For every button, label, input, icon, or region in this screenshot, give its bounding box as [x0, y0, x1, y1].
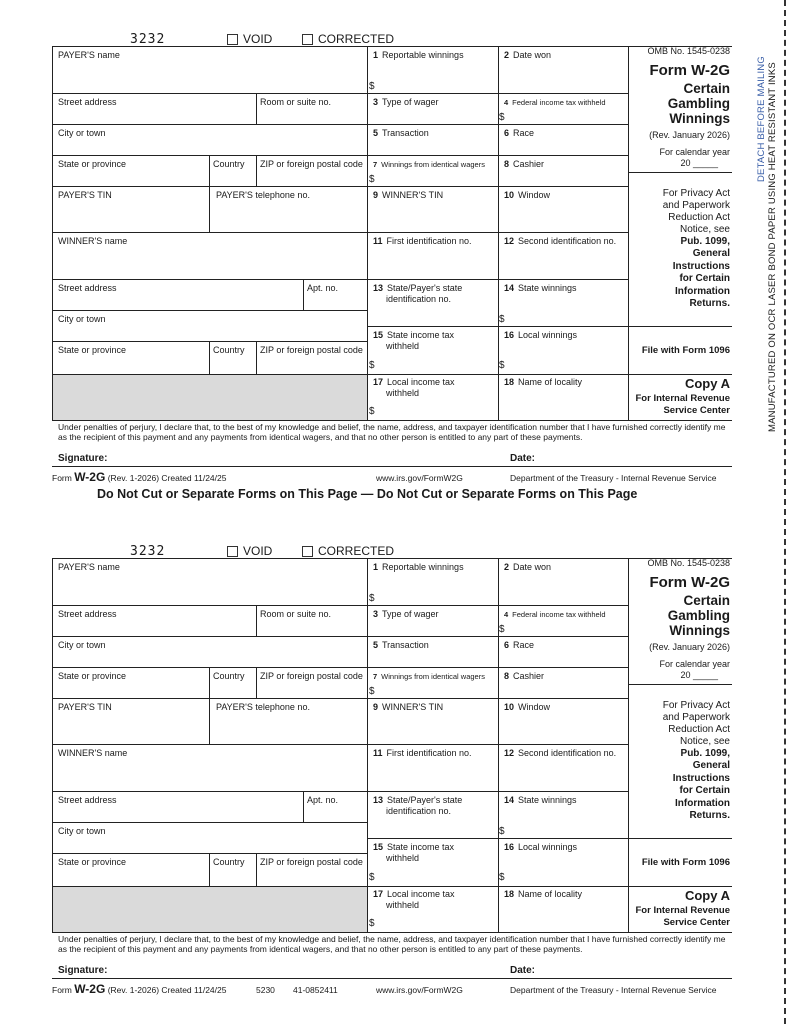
privacy-pub-line: Pub. 1099,	[680, 748, 730, 759]
form-title	[630, 575, 730, 591]
dollar-sign: $	[499, 112, 505, 123]
box-1-reportable-winnings[interactable]: 1 Reportable winnings	[373, 562, 464, 572]
dollar-sign: $	[369, 686, 375, 697]
signature-field[interactable]: Signature:	[58, 965, 108, 976]
void-checkbox[interactable]	[227, 546, 238, 557]
winner-name-field[interactable]: WINNER'S name	[58, 236, 128, 246]
box-8-cashier[interactable]: 8 Cashier	[504, 159, 545, 169]
detach-before-mailing: DETACH BEFORE MAILING	[756, 56, 767, 182]
payer-phone-field[interactable]: PAYER'S telephone no.	[216, 190, 310, 200]
footer-url[interactable]: www.irs.gov/FormW2G	[376, 473, 463, 483]
winner-city-field[interactable]: City or town	[58, 826, 106, 836]
box-17-local-tax[interactable]: 17 Local income tax	[373, 377, 455, 387]
box-15-label-line2: withheld	[386, 853, 420, 863]
box-10-window[interactable]: 10 Window	[504, 190, 551, 200]
payer-zip-field[interactable]: ZIP or foreign postal code	[260, 159, 363, 169]
privacy-line: Reduction Act	[668, 212, 730, 223]
title-line-1: Certain	[683, 593, 730, 608]
form-copy-top	[0, 0, 791, 500]
box-3-type-of-wager[interactable]: 3 Type of wager	[373, 609, 439, 619]
detach-cut-line	[784, 0, 786, 1024]
box-4-federal-tax[interactable]: 4 Federal income tax withheld	[504, 610, 606, 619]
box-9-winner-tin[interactable]: 9 WINNER'S TIN	[373, 702, 444, 712]
form-id-number: 3232	[130, 32, 166, 47]
payer-name-field[interactable]: PAYER'S name	[58, 562, 120, 572]
form-copy-bottom	[0, 512, 791, 1012]
footer-dept: Department of the Treasury - Internal Revenue Service	[510, 473, 717, 483]
footer-url[interactable]: www.irs.gov/FormW2G	[376, 985, 463, 995]
winner-city-field[interactable]: City or town	[58, 314, 106, 324]
omb-number: OMB No. 1545-0238	[647, 46, 730, 56]
form-prefix: Form	[649, 62, 687, 79]
footer-cat-number: 5230	[256, 985, 275, 995]
payer-city-field[interactable]: City or town	[58, 128, 106, 138]
form-name: W-2G	[691, 62, 730, 79]
dollar-sign: $	[369, 918, 375, 929]
date-field[interactable]: Date:	[510, 965, 536, 976]
box-15-state-tax[interactable]: 15 State income tax	[373, 842, 455, 852]
dollar-sign: $	[369, 360, 375, 371]
dollar-sign: $	[499, 360, 505, 371]
form-title	[630, 63, 730, 79]
privacy-pub-line: Returns.	[689, 810, 730, 821]
box-2-date-won[interactable]: 2 Date won	[504, 50, 552, 60]
copy-a-title: Copy A	[684, 376, 730, 391]
box-18-locality[interactable]: 18 Name of locality	[504, 377, 583, 387]
form-id-number: 3232	[130, 544, 166, 559]
copy-a-line1: For Internal Revenue	[635, 393, 730, 404]
title-line-1: Certain	[683, 81, 730, 96]
void-label: VOID	[243, 544, 273, 558]
box-16-local-winnings[interactable]: 16 Local winnings	[504, 330, 578, 340]
corrected-checkbox[interactable]	[302, 34, 313, 45]
box-13-label-line2: identification no.	[386, 294, 452, 304]
box-7-identical-wagers[interactable]: 7 Winnings from identical wagers	[373, 160, 485, 169]
privacy-line: and Paperwork	[662, 200, 730, 211]
form-name: W-2G	[691, 574, 730, 591]
copy-a-title: Copy A	[684, 888, 730, 903]
footer-created: Created 11/24/25	[161, 985, 227, 995]
form-prefix: Form	[649, 574, 687, 591]
box-12-second-id[interactable]: 12 Second identification no.	[504, 236, 617, 246]
winner-state-field[interactable]: State or province	[58, 345, 127, 355]
winner-street-field[interactable]: Street address	[58, 283, 117, 293]
payer-street-field[interactable]: Street address	[58, 609, 117, 619]
box-11-first-id[interactable]: 11 First identification no.	[373, 748, 472, 758]
footer-dept: Department of the Treasury - Internal Revenue Service	[510, 985, 717, 995]
footer-bottom	[52, 984, 226, 995]
perjury-statement: Under penalties of perjury, I declare that, to the best of my knowledge and belief, the name, address, and taxpayer identification number that I have furnished correctly identify me as the recipient of this payment and any payments from identical wagers, and that no other person is entitled to any part of these payments.	[58, 422, 726, 442]
payer-city-field[interactable]: City or town	[58, 640, 106, 650]
file-with-1096: File with Form 1096	[641, 345, 730, 356]
signature-field[interactable]: Signature:	[58, 453, 108, 464]
title-line-2: Gambling	[667, 96, 730, 111]
perjury-statement: Under penalties of perjury, I declare that, to the best of my knowledge and belief, the name, address, and taxpayer identification number that I have furnished correctly identify me as the recipient of this payment and any payments from identical wagers, and that no other person is entitled to any part of these payments.	[58, 934, 726, 954]
winner-state-field[interactable]: State or province	[58, 857, 127, 867]
box-12-second-id[interactable]: 12 Second identification no.	[504, 748, 617, 758]
box-13-state-id[interactable]: 13 State/Payer's state	[373, 795, 463, 805]
box-2-date-won[interactable]: 2 Date won	[504, 562, 552, 572]
footer-code: 41-0852411	[293, 985, 338, 995]
payer-street-field[interactable]: Street address	[58, 97, 117, 107]
footer-top	[52, 472, 226, 483]
title-line-3: Winnings	[669, 111, 730, 126]
privacy-line: For Privacy Act	[662, 188, 730, 199]
shaded-area	[53, 375, 367, 420]
winner-zip-field[interactable]: ZIP or foreign postal code	[260, 345, 363, 355]
footer-form-name: W-2G	[74, 982, 106, 996]
title-line-3: Winnings	[669, 623, 730, 638]
privacy-pub-line: Instructions	[672, 261, 730, 272]
box-9-winner-tin[interactable]: 9 WINNER'S TIN	[373, 190, 444, 200]
privacy-pub-line: Information	[675, 286, 730, 297]
box-17-label-line2: withheld	[386, 388, 420, 398]
privacy-pub-line: for Certain	[679, 785, 730, 796]
footer-rev: (Rev. 1-2026)	[107, 985, 160, 995]
privacy-line: Reduction Act	[668, 724, 730, 735]
payer-country-field[interactable]: Country	[213, 159, 245, 169]
manufactured-notice: MANUFACTURED ON OCR LASER BOND PAPER USING HEAT RESISTANT INKS	[767, 62, 778, 432]
winner-street-field[interactable]: Street address	[58, 795, 117, 805]
winner-apt-field[interactable]: Apt. no.	[307, 795, 339, 805]
calendar-year-field[interactable]: 20 _____	[680, 158, 718, 168]
box-13-label-line2: identification no.	[386, 806, 452, 816]
box-14-state-winnings[interactable]: 14 State winnings	[504, 283, 577, 293]
box-15-label-line2: withheld	[386, 341, 420, 351]
void-label: VOID	[243, 32, 273, 46]
box-7-identical-wagers[interactable]: 7 Winnings from identical wagers	[373, 672, 485, 681]
privacy-pub-line: General	[692, 760, 730, 771]
payer-name-field[interactable]: PAYER'S name	[58, 50, 120, 60]
privacy-pub-line: Pub. 1099,	[680, 236, 730, 247]
box-14-state-winnings[interactable]: 14 State winnings	[504, 795, 577, 805]
payer-state-field[interactable]: State or province	[58, 159, 127, 169]
box-5-transaction[interactable]: 5 Transaction	[373, 128, 429, 138]
do-not-cut-banner: Do Not Cut or Separate Forms on This Page — Do Not Cut or Separate Forms on This Page	[97, 487, 638, 501]
box-6-race[interactable]: 6 Race	[504, 640, 535, 650]
payer-tin-field[interactable]: PAYER'S TIN	[58, 702, 112, 712]
privacy-line: and Paperwork	[662, 712, 730, 723]
payer-zip-field[interactable]: ZIP or foreign postal code	[260, 671, 363, 681]
copy-a-line2: Service Center	[663, 917, 730, 928]
shaded-area	[53, 887, 367, 932]
calendar-year-label: For calendar year	[659, 659, 730, 669]
calendar-year-label: For calendar year	[659, 147, 730, 157]
privacy-line: Notice, see	[679, 224, 730, 235]
title-line-2: Gambling	[667, 608, 730, 623]
footer-form-word: Form	[52, 473, 72, 483]
box-15-state-tax[interactable]: 15 State income tax	[373, 330, 455, 340]
winner-zip-field[interactable]: ZIP or foreign postal code	[260, 857, 363, 867]
payer-room-field[interactable]: Room or suite no.	[260, 97, 332, 107]
box-16-local-winnings[interactable]: 16 Local winnings	[504, 842, 578, 852]
privacy-pub-line: for Certain	[679, 273, 730, 284]
dollar-sign: $	[499, 624, 505, 635]
box-18-locality[interactable]: 18 Name of locality	[504, 889, 583, 899]
box-1-reportable-winnings[interactable]: 1 Reportable winnings	[373, 50, 464, 60]
omb-number: OMB No. 1545-0238	[647, 558, 730, 568]
winner-country-field[interactable]: Country	[213, 857, 245, 867]
box-5-transaction[interactable]: 5 Transaction	[373, 640, 429, 650]
box-3-type-of-wager[interactable]: 3 Type of wager	[373, 97, 439, 107]
privacy-pub-line: Information	[675, 798, 730, 809]
dollar-sign: $	[369, 406, 375, 417]
dollar-sign: $	[499, 314, 505, 325]
payer-tin-field[interactable]: PAYER'S TIN	[58, 190, 112, 200]
copy-a-line2: Service Center	[663, 405, 730, 416]
file-with-1096: File with Form 1096	[641, 857, 730, 868]
footer-created: Created 11/24/25	[161, 473, 227, 483]
payer-room-field[interactable]: Room or suite no.	[260, 609, 332, 619]
revision-date: (Rev. January 2026)	[649, 130, 730, 140]
date-field[interactable]: Date:	[510, 453, 536, 464]
winner-country-field[interactable]: Country	[213, 345, 245, 355]
box-10-window[interactable]: 10 Window	[504, 702, 551, 712]
corrected-checkbox[interactable]	[302, 546, 313, 557]
payer-country-field[interactable]: Country	[213, 671, 245, 681]
footer-form-word: Form	[52, 985, 72, 995]
box-11-first-id[interactable]: 11 First identification no.	[373, 236, 472, 246]
payer-phone-field[interactable]: PAYER'S telephone no.	[216, 702, 310, 712]
dollar-sign: $	[369, 174, 375, 185]
payer-state-field[interactable]: State or province	[58, 671, 127, 681]
revision-date: (Rev. January 2026)	[649, 642, 730, 652]
footer-form-name: W-2G	[74, 470, 106, 484]
copy-a-line1: For Internal Revenue	[635, 905, 730, 916]
privacy-pub-line: Returns.	[689, 298, 730, 309]
box-13-state-id[interactable]: 13 State/Payer's state	[373, 283, 463, 293]
box-6-race[interactable]: 6 Race	[504, 128, 535, 138]
corrected-label: CORRECTED	[318, 32, 395, 46]
dollar-sign: $	[499, 872, 505, 883]
box-17-local-tax[interactable]: 17 Local income tax	[373, 889, 455, 899]
box-4-federal-tax[interactable]: 4 Federal income tax withheld	[504, 98, 606, 107]
dollar-sign: $	[369, 81, 375, 92]
box-8-cashier[interactable]: 8 Cashier	[504, 671, 545, 681]
footer-rev: (Rev. 1-2026)	[107, 473, 160, 483]
privacy-pub-line: Instructions	[672, 773, 730, 784]
privacy-pub-line: General	[692, 248, 730, 259]
dollar-sign: $	[369, 872, 375, 883]
winner-apt-field[interactable]: Apt. no.	[307, 283, 339, 293]
box-17-label-line2: withheld	[386, 900, 420, 910]
corrected-label: CORRECTED	[318, 544, 395, 558]
void-checkbox[interactable]	[227, 34, 238, 45]
privacy-line: For Privacy Act	[662, 700, 730, 711]
calendar-year-field[interactable]: 20 _____	[680, 670, 718, 680]
dollar-sign: $	[499, 826, 505, 837]
privacy-line: Notice, see	[679, 736, 730, 747]
dollar-sign: $	[369, 593, 375, 604]
winner-name-field[interactable]: WINNER'S name	[58, 748, 128, 758]
